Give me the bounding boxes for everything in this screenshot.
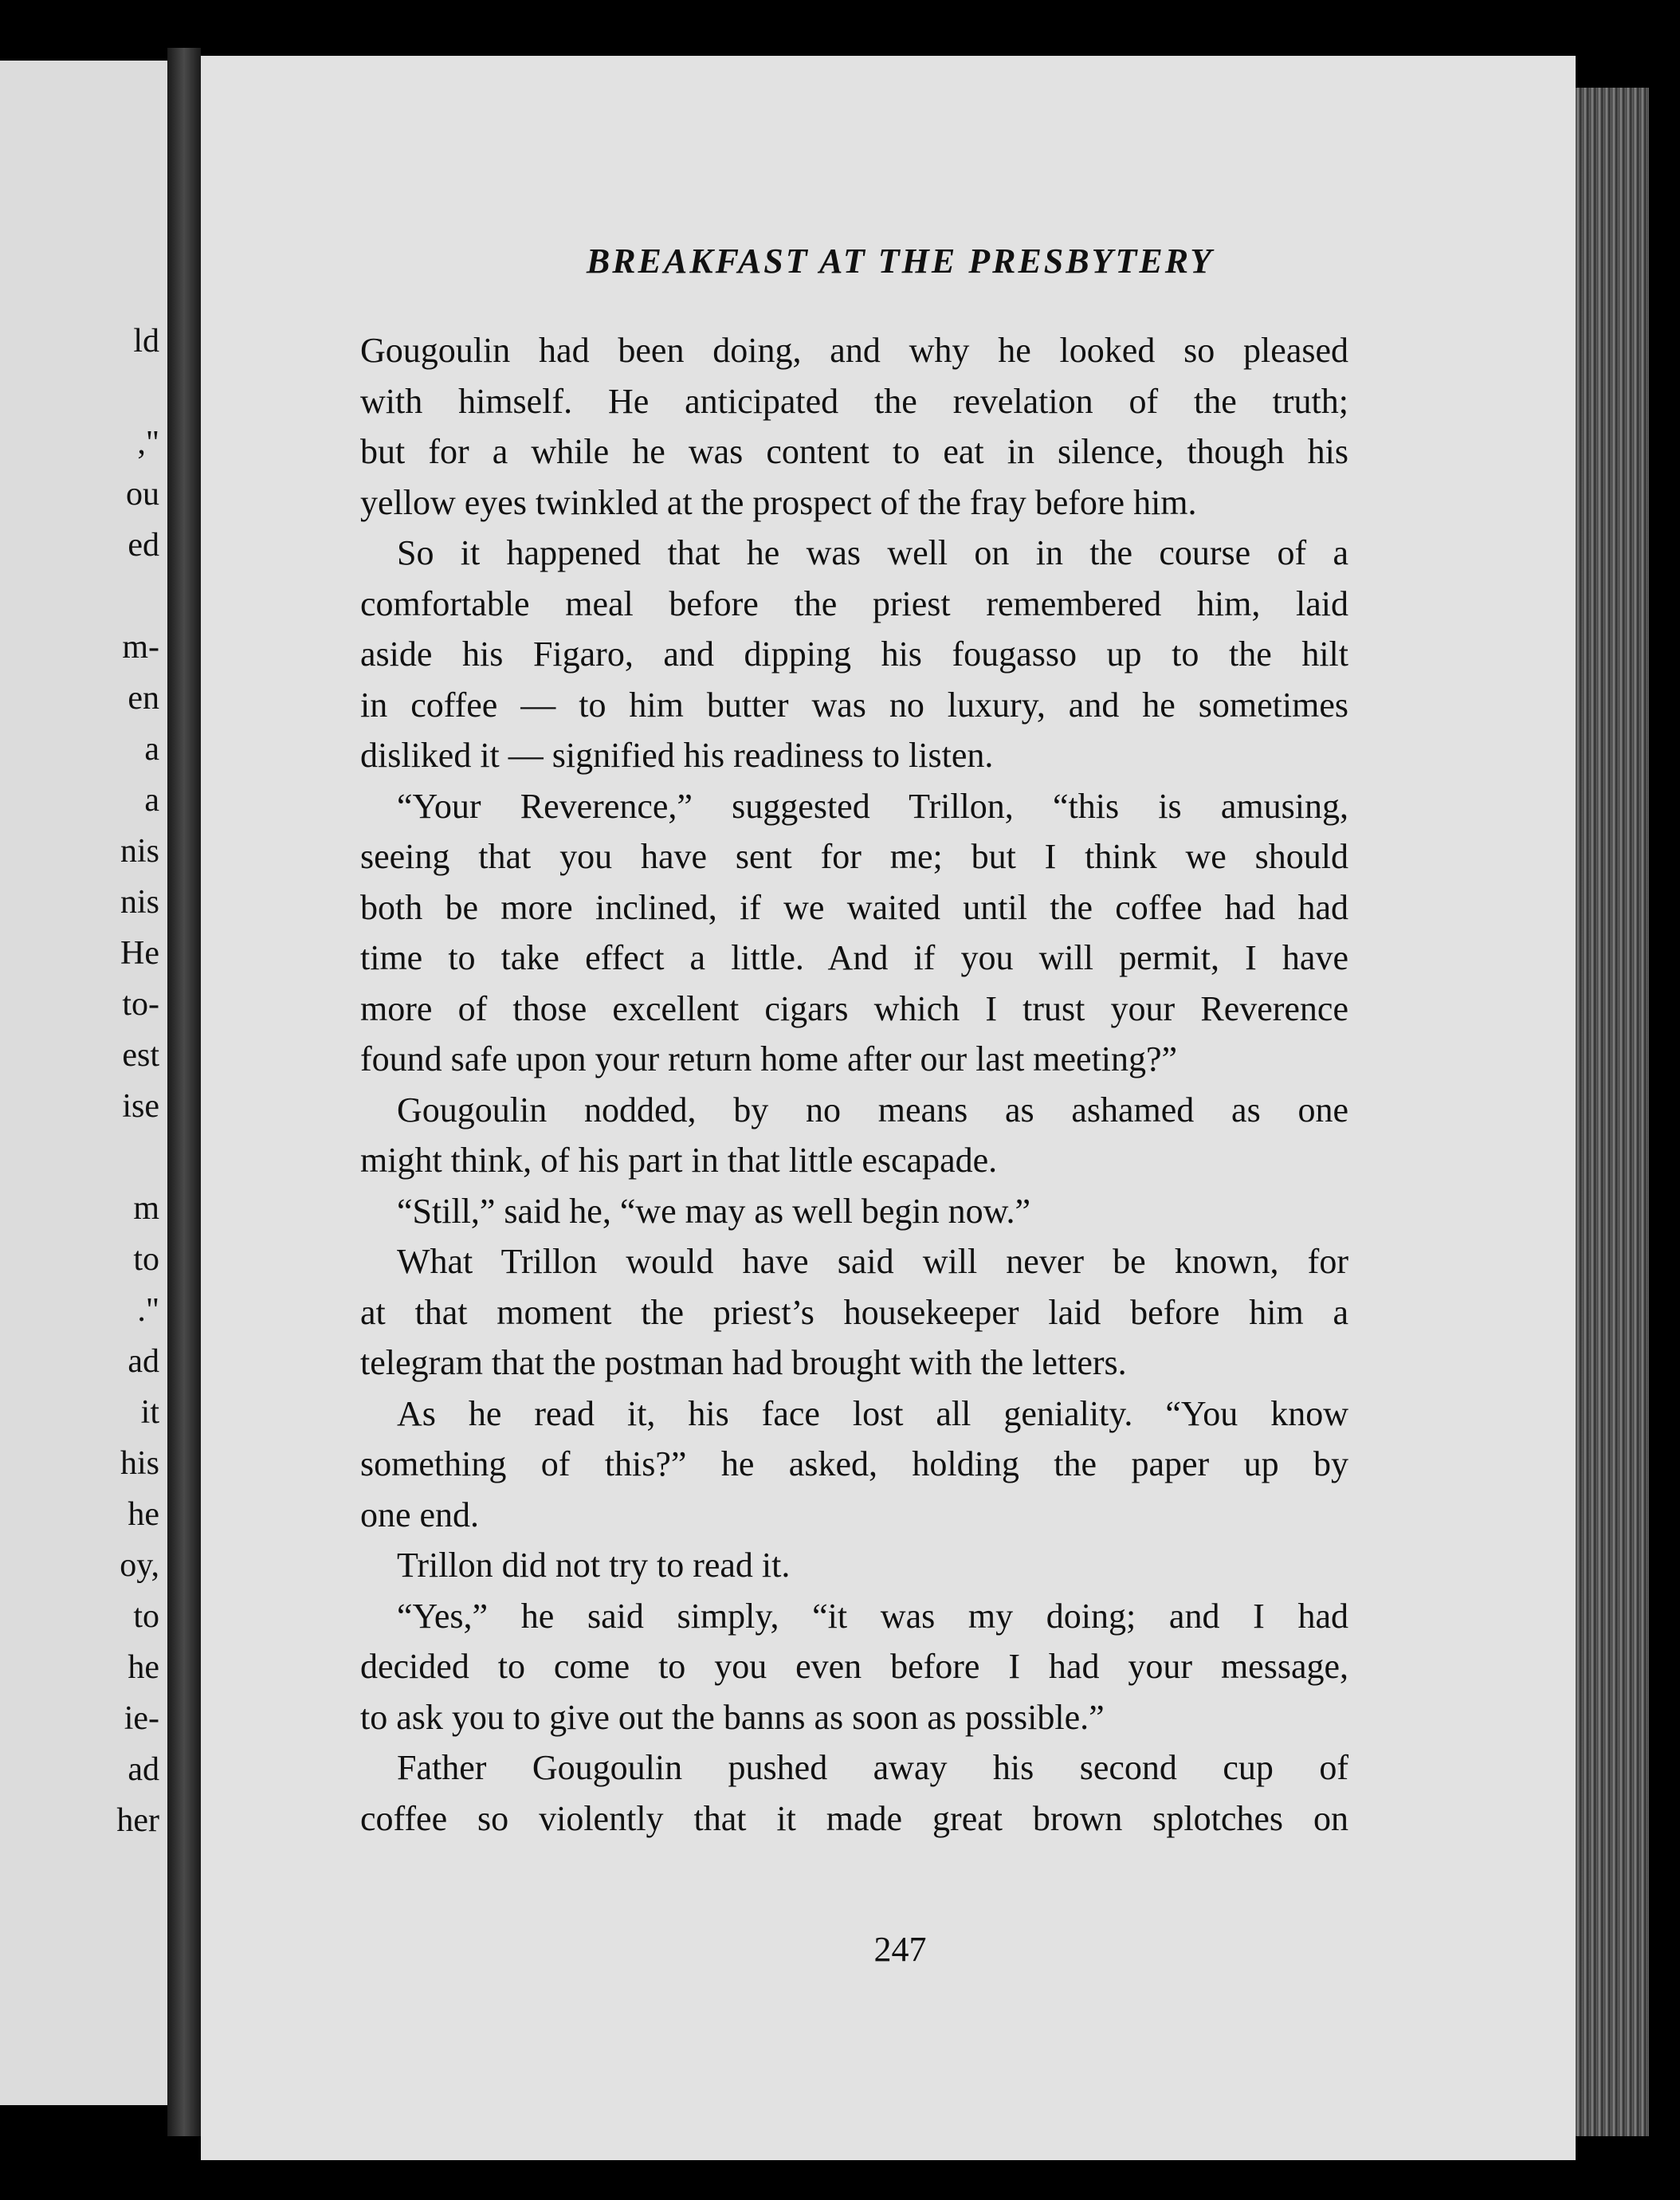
page-number: 247 [873, 1930, 927, 1969]
text-line: comfortable meal before the priest remembered him, laid [360, 583, 1348, 623]
text-line: but for a while he was content to eat in silence, though his [360, 432, 1348, 471]
text-line: “Still,” said he, “we may as well begin now.” [397, 1191, 1031, 1231]
text-line: What Trillon would have said will never be known, for [397, 1242, 1348, 1281]
text-line: coffee so violently that it made great brown splotches on [360, 1798, 1348, 1838]
text-line: So it happened that he was well on in the course of a [397, 533, 1348, 572]
text-line: found safe upon your return home after our last meeting?” [360, 1039, 1178, 1078]
text-line: more of those excellent cigars which I trust your Reverence [360, 988, 1348, 1028]
text-line: “Yes,” he said simply, “it was my doing; and I had [397, 1596, 1348, 1636]
left-page-edge-text: ld ," ou ed m- en a a nis nis He to- est ise m to ." ad it his he oy, to he ie- ad her [116, 323, 159, 1839]
text-line: to ask you to give out the banns as soon as possible.” [360, 1697, 1105, 1737]
text-line: something of this?” he asked, holding the paper up by [360, 1444, 1348, 1483]
text-line: yellow eyes twinkled at the prospect of the fray before him. [360, 482, 1197, 522]
running-head: BREAKFAST AT THE PRESBYTERY [586, 242, 1215, 281]
text-line: disliked it — signified his readiness to listen. [360, 736, 994, 775]
text-line: Father Gougoulin pushed away his second cup of [397, 1748, 1348, 1787]
text-line: with himself. He anticipated the revelation of the truth; [360, 381, 1348, 421]
page-edges [1576, 88, 1649, 2136]
text-line: time to take effect a little. And if you will permit, I have [360, 938, 1348, 977]
text-line: As he read it, his face lost all geniality. “You know [397, 1393, 1348, 1433]
left-facing-page [0, 61, 167, 2105]
book-gutter [167, 48, 201, 2136]
body-text [360, 325, 1348, 1844]
text-line: one end. [360, 1495, 480, 1534]
text-line: in coffee — to him butter was no luxury, and he sometimes [360, 685, 1348, 725]
text-line: “Your Reverence,” suggested Trillon, “this is amusing, [397, 786, 1348, 826]
text-line: Trillon did not try to read it. [397, 1546, 791, 1585]
text-line: aside his Figaro, and dipping his fougasso up to the hilt [360, 634, 1348, 674]
text-line: both be more inclined, if we waited until the coffee had had [360, 887, 1348, 927]
right-page [201, 56, 1576, 2160]
text-line: at that moment the priest’s housekeeper laid before him a [360, 1292, 1348, 1332]
text-line: decided to come to you even before I had your message, [360, 1647, 1348, 1686]
text-line: Gougoulin had been doing, and why he looked so pleased [360, 331, 1348, 370]
text-line: Gougoulin nodded, by no means as ashamed as one [397, 1090, 1348, 1129]
text-line: telegram that the postman had brought with the letters. [360, 1343, 1127, 1382]
text-line: seeing that you have sent for me; but I think we should [360, 837, 1348, 876]
text-line: might think, of his part in that little escapade. [360, 1141, 998, 1180]
